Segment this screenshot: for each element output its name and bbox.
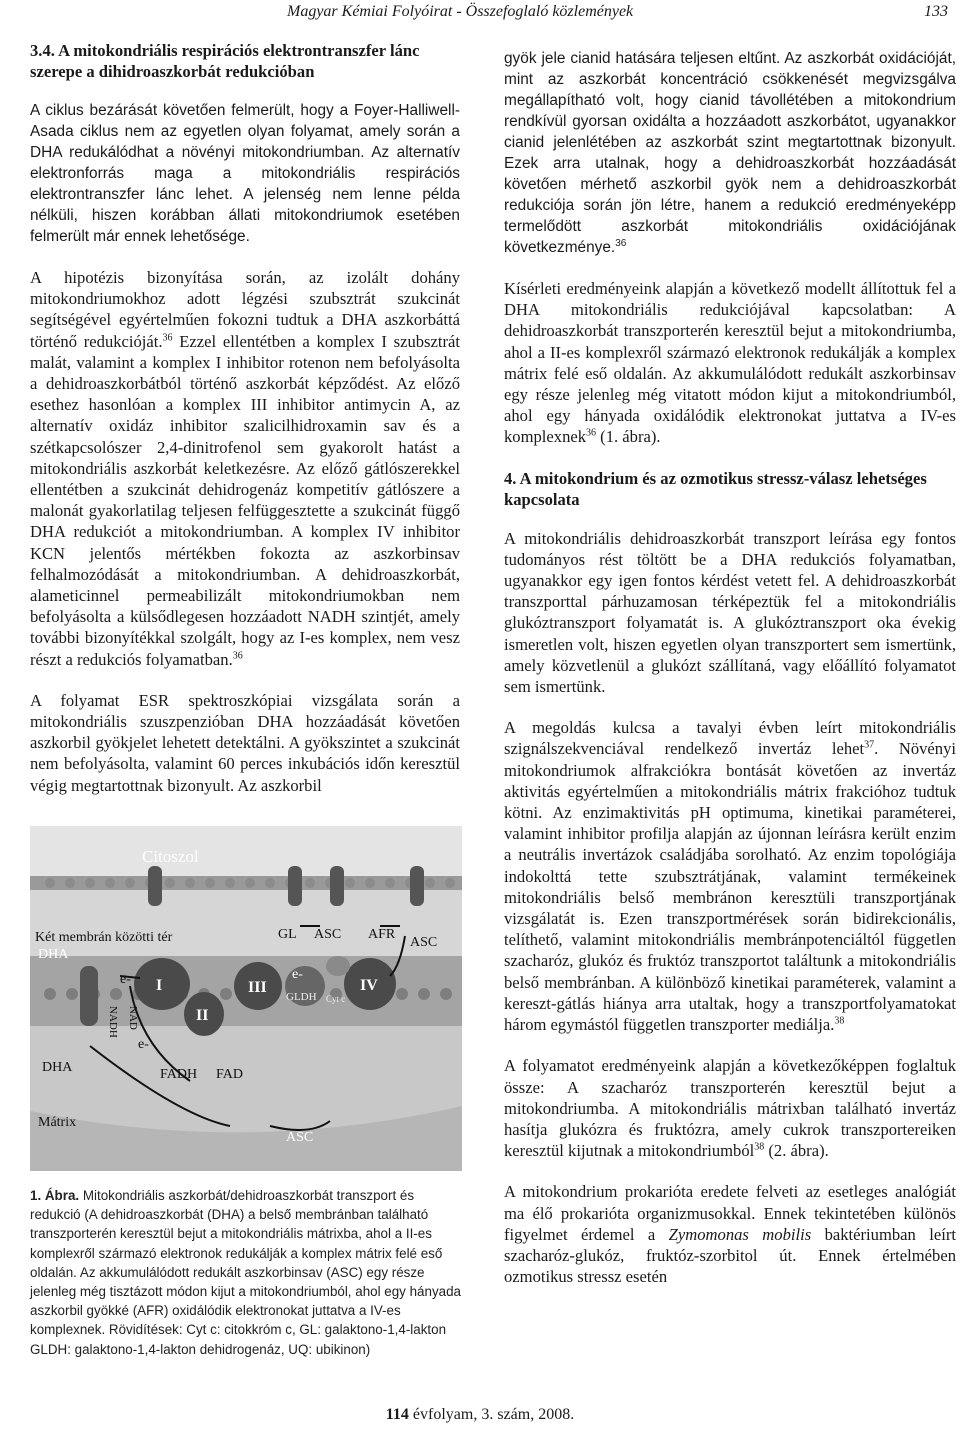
right-p2-text-b: (1. ábra). [596,427,661,447]
left-column [30,40,460,816]
right-p1-text: gyök jele cianid hatására teljesen eltűnt. Az aszkorbát oxidációját, mint az aszkorbát koncentráció csökkenését megvizsgálva megállapítható volt, hogy cianid távollétében a mitokondrium rendkívül gyorsan oxidálta a hozzáadott aszkorbátot, ugyanakkor cianid jelenlétében az aszkorbát szint megtartottnak bizonyult. Ezek arra utalnak, hogy a dehidroaszkorbát hozzáadását követően mérhető aszkorbil gyök nem a dehidroaszkorbát redukciója során jön létre, hanem a redukció eredményeképp termelődött aszkorbát mitokondriális oxidációjának következménye. [504,50,956,256]
label-afr: AFR [368,927,396,942]
citation: 37 [864,739,875,751]
right-paragraph-4 [504,717,956,1035]
volume-text: évfolyam, 3. szám, 2008. [408,1406,575,1423]
citation: 36 [232,650,243,662]
label-e-3: e- [292,967,303,982]
right-p5-text-b: (2. ábra). [764,1141,829,1161]
label-complex-i: I [156,977,163,994]
citation: 38 [834,1015,845,1027]
label-citoszol: Citoszol [142,847,199,866]
label-complex-iv: IV [360,977,378,994]
label-gldh: GLDH [286,991,317,1003]
right-p2-text-a: Kísérleti eredményeink alapján a következő modellt állítottuk fel a DHA mitokondriális redukciójával kapcsolatban: A dehidroaszkorbát transzporterén keresztül bejut a mitokondriumba, ahol a II-es komplexről származó elektronok redukálják a komplex mátrix felé eső oldalán. Az akkumulálódott redukált aszkorbinsav egy része jelenleg még vitatott módon kijut a mitokondriumból, ahol egy hányada oxidálódik elektronokat juttatva a IV-es komplexnek [504,279,956,447]
right-column [504,48,956,1307]
caption-text: Mitokondriális aszkorbát/dehidroaszkorbát transzport és redukció (A dehidroaszkorbát (DHA) a belső membránban található transzporterén keresztül bejut a mitokondriális mátrixba, ahol a II-es komplexről származó elektronok redukálják a komplex mátrix felé eső oldalán. Az akkumulálódott redukált aszkorbinsav (ASC) egy része jelenleg még tisztázott módon kijut a mitokondriumból, ahol egy hányada aszkorbil gyökké (AFR) oxidálódik elektronokat juttatva a IV-es komplexnek. Rövidítések: Cyt c: citokkróm c, GL: galaktono-1,4-lakton GLDH: galaktono-1,4-lakton dehidrogenáz, UQ: ubikinon) [30,1188,461,1357]
caption-label: 1. Ábra. [30,1188,80,1203]
label-asc-2: ASC [410,935,438,950]
right-p4-text-b: . Növényi mitokondriumok alfrakciókra bontását követően az invertáz aktivitás egyértelműen a mitokondriális mátrix frakcióhoz tudtuk kötni. Az enzimaktivitás pH optimuma, kinetikai paraméterei, valamint inhibitor profilja alapján az újonnan leírásra került enzim a neutrális invertázok családjába sorolható. Az enzim topológiája indokolttá tette szubsztrátjának, valamint termékeinek mitokondriális belső membránon keresztüli transzportjának vizsgálatát is. Ezen transzportmérések során bidirekcionális, telíthető, valamint mitokondriális membránpotenciáltól független szacharóz, glukóz és fruktóz transzportot találtunk a mitokondriális belső membránban. A különböző kinetikai paraméterek, valamint a kereszt-gátlás hiánya arra utaltak, hogy a transzportfolyamatokat három egymástól független transzporter mediálja. [504,739,956,1035]
volume-number: 114 [385,1406,409,1423]
label-asc-bottom: ASC [286,1130,314,1145]
page-footer [0,1406,960,1424]
right-paragraph-1 [504,48,956,258]
citation: 36 [586,427,597,439]
species-name: Zymomonas mobilis [668,1224,812,1244]
left-p2-text-b: Ezzel ellentétben a komplex I szubsztrát malát, valamint a komplex I inhibitor rotenon nem befolyásolta a dehidroaszkorbátból történő aszkorbát képződést. Az előző esethez hasonlóan a komplex III inhibitor antimycin A, az alternatív oxidáz inhibitor szalicilhidroxamin sav és a szétkapcsolószer 2,4-dinitrofenol sem gyakorolt hatást a mitokondriális aszkorbát keletkezésre. Az előző gátlószerekkel ellentétben a szukcinát dehidrogenáz kompetitív gátlószere a malonát gyakorlatilag teljesen felfüggesztette a szukcinát függő DHA redukciót a mitokondriumban. A komplex IV inhibitor KCN jelentős mértékben fokozta az aszkorbinsav felhalmozódását a mitokondriumban. A dehidroaszkorbát, alameticinnel permeabilizált mitokondriumokban nem befolyásolta a külsődlegesen hozzáadott NADH szintjét, amely további bizonyítékkal szolgált, hogy az I-es komplex, nem vesz részt a redukciós folyamatban. [30,331,460,669]
right-p6-text-b: baktériumban leírt szacharóz-glukóz, fruktóz-szorbitol út. Ennek értelmében ozmotikus stressz esetén [504,1224,956,1287]
citation: 36 [615,237,627,249]
label-intermembrane: Két membrán közötti tér [35,930,173,945]
left-paragraph-3: A folyamat ESR spektroszkópiai vizsgálata során a mitokondriális szuszpenzióban DHA hozzáadását követően aszkorbil gyökjelet lehetett detektálni. A gyökszintet a szukcinát nem befolyásolta, valamint 60 perces inkubációs időn keresztül végig megtartottnak bizonyult. Az aszkorbil [30,690,460,795]
mitochondria-diagram [30,826,462,1171]
figure-1-caption [30,1186,462,1359]
right-paragraph-2 [504,278,956,448]
label-cytc: Cyt c [326,994,346,1004]
journal-title: Magyar Kémiai Folyóirat - Összefoglaló közlemények [287,3,634,20]
right-p6-text-a: A mitokondrium prokarióta eredete felveti az esetleges analógiát ma élő prokarióta organizmusokkal. Ennek tekintetében különös figyelmet érdemel a [504,1182,956,1244]
left-paragraph-1: A ciklus bezárását követően felmerült, hogy a Foyer-Halliwell-Asada ciklus nem az egyetlen olyan folyamat, amely során a DHA redukálódhat a növényi mitokondriumban. Az alternatív elektronforrás maga a mitokondriális respirációs elektrontranszfer lánc lehet. A jelenség nem lenne példa nélküli, hiszen korábban állati mitokondriumok esetében felmerült már ennek lehetősége. [30,102,460,245]
left-p2-text-a: A hipotézis bizonyítása során, az izolált dohány mitokondriumokhoz adott légzési szubsztrát szukcinát segítségével egyértelműen fokozni tudtuk a DHA aszkorbáttá történő redukcióját. [30,268,460,351]
label-nad: NAD [127,1006,139,1030]
label-nadh: NADH [107,1006,119,1038]
left-paragraph-2 [30,267,460,670]
label-asc-1: ASC [314,927,342,942]
label-fadh2: FADH [160,1067,198,1082]
right-p5-text-a: A folyamatot eredményeink alapján a következőképpen foglaltuk össze: A szacharóz transzporterén keresztül bejut a mitokondriumba. A mitokondriális mátrixban található invertáz hasítja glukózra és fruktózra, amely cukrok transzportereiken keresztül kijutnak a mitokondriumból [504,1056,956,1161]
figure-1-diagram [30,826,462,1171]
label-dha-bottom: DHA [42,1060,73,1075]
section-heading-4: 4. A mitokondrium és az ozmotikus stressz-válasz lehetséges kapcsolata [504,468,927,509]
right-paragraph-3: A mitokondriális dehidroaszkorbát transzport leírása egy fontos tudományos rést töltött be a DHA redukciós folyamatban, ugyanakkor egy igen fontos kérdést vetett fel. A dehidroaszkorbát transzporttal párhuzamosan térképeztük fel a mitokondriális glukóztranszport folyamatát is. A glukóztranszport oka évekig ismeretlen volt, hiszen egyetlen olyan transzportert sem ismertünk, amely közvetlenül a glukózt szállítaná, vagy előállító folyamatot sem ismertünk. [504,528,956,697]
label-dha-top: DHA [38,947,69,962]
citation: 36 [162,332,173,344]
right-paragraph-5 [504,1055,956,1161]
label-matrix: Mátrix [38,1115,77,1130]
section-heading-3-4: 3.4. A mitokondriális respirációs elektrontranszfer lánc szerepe a dihidroaszkorbát redukcióban [30,41,420,81]
right-paragraph-6 [504,1181,956,1287]
label-fad: FAD [216,1067,243,1082]
label-e-1: e- [120,972,131,987]
label-complex-iii: III [248,979,267,996]
citation: 38 [754,1141,765,1153]
right-p4-text-a: A megoldás kulcsa a tavalyi évben leírt mitokondriális szignálszekvenciával rendelkező invertáz lehet [504,718,956,759]
label-e-2: e- [138,1037,149,1052]
label-complex-ii: II [196,1007,209,1024]
page-number: 133 [924,3,948,20]
label-gl: GL [278,927,297,942]
